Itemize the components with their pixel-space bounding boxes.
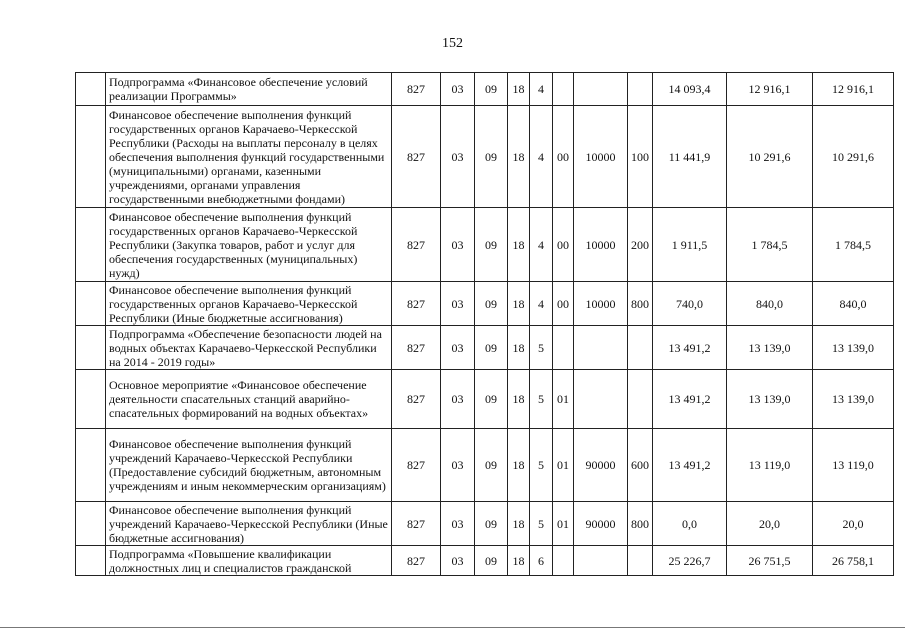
- row-amount-cell: 13 119,0: [727, 429, 813, 502]
- row-code-cell: 18: [508, 208, 530, 282]
- row-amount-cell: 840,0: [727, 282, 813, 326]
- row-code-cell: [628, 546, 653, 576]
- row-blank-cell: [76, 546, 106, 576]
- table-body: [76, 73, 894, 576]
- row-blank-cell: [76, 370, 106, 429]
- row-amount-cell: 25 226,7: [653, 546, 727, 576]
- row-code-cell: [574, 326, 628, 370]
- row-code-cell: 5: [530, 370, 553, 429]
- budget-table: [75, 72, 894, 576]
- row-blank-cell: [76, 429, 106, 502]
- row-amount-cell: 13 139,0: [813, 326, 894, 370]
- row-name-cell: Подпрограмма «Финансовое обеспечение условий реализации Программы»: [106, 73, 392, 106]
- row-amount-cell: 12 916,1: [727, 73, 813, 106]
- row-code-cell: 09: [475, 106, 508, 208]
- row-name-cell: Основное мероприятие «Финансовое обеспечение деятельности спасательных станций аварийно-спасательных формирований на водных объектах»: [106, 370, 392, 429]
- row-blank-cell: [76, 282, 106, 326]
- table-row: [76, 326, 894, 370]
- row-code-cell: 10000: [574, 106, 628, 208]
- row-code-cell: 10000: [574, 282, 628, 326]
- row-code-cell: 800: [628, 282, 653, 326]
- row-name-cell: Финансовое обеспечение выполнения функций государственных органов Карачаево-Черкесской Республики (Расходы на выплаты персоналу в целях обеспечения выполнения функций государственными (муниципальными) органами, казенными учреждениями, органами управления государственными внебюджетными фондами): [106, 106, 392, 208]
- row-code-cell: [628, 370, 653, 429]
- row-code-cell: 18: [508, 73, 530, 106]
- row-amount-cell: 14 093,4: [653, 73, 727, 106]
- row-amount-cell: 13 491,2: [653, 326, 727, 370]
- row-code-cell: 03: [441, 326, 475, 370]
- row-code-cell: 18: [508, 370, 530, 429]
- row-code-cell: 100: [628, 106, 653, 208]
- row-code-cell: 5: [530, 502, 553, 546]
- row-blank-cell: [76, 326, 106, 370]
- row-code-cell: 09: [475, 326, 508, 370]
- table-row: [76, 208, 894, 282]
- row-code-cell: 4: [530, 73, 553, 106]
- row-code-cell: 01: [553, 429, 574, 502]
- row-code-cell: 09: [475, 208, 508, 282]
- row-code-cell: 03: [441, 546, 475, 576]
- row-code-cell: [574, 73, 628, 106]
- row-code-cell: 00: [553, 106, 574, 208]
- row-amount-cell: 20,0: [727, 502, 813, 546]
- row-code-cell: 4: [530, 208, 553, 282]
- row-blank-cell: [76, 73, 106, 106]
- row-amount-cell: 20,0: [813, 502, 894, 546]
- table-row: [76, 370, 894, 429]
- row-code-cell: 03: [441, 429, 475, 502]
- row-code-cell: 03: [441, 502, 475, 546]
- row-code-cell: [574, 546, 628, 576]
- row-code-cell: 09: [475, 370, 508, 429]
- row-amount-cell: 740,0: [653, 282, 727, 326]
- row-code-cell: 827: [392, 429, 441, 502]
- row-code-cell: 01: [553, 370, 574, 429]
- table-row: [76, 106, 894, 208]
- row-amount-cell: 1 911,5: [653, 208, 727, 282]
- row-code-cell: 4: [530, 282, 553, 326]
- table-row: [76, 546, 894, 576]
- row-amount-cell: 13 491,2: [653, 429, 727, 502]
- row-code-cell: 200: [628, 208, 653, 282]
- row-code-cell: [628, 73, 653, 106]
- row-name-cell: Финансовое обеспечение выполнения функций учреждений Карачаево-Черкесской Республики (Предоставление субсидий бюджетным, автономным учреждениям и иным некоммерческим организациям): [106, 429, 392, 502]
- row-code-cell: 03: [441, 73, 475, 106]
- row-code-cell: 6: [530, 546, 553, 576]
- row-code-cell: 827: [392, 208, 441, 282]
- row-amount-cell: 13 491,2: [653, 370, 727, 429]
- row-amount-cell: 11 441,9: [653, 106, 727, 208]
- row-blank-cell: [76, 502, 106, 546]
- row-amount-cell: 1 784,5: [727, 208, 813, 282]
- row-code-cell: 09: [475, 546, 508, 576]
- row-code-cell: [553, 73, 574, 106]
- row-amount-cell: 13 139,0: [727, 326, 813, 370]
- row-name-cell: Подпрограмма «Повышение квалификации должностных лиц и специалистов гражданской: [106, 546, 392, 576]
- row-code-cell: [553, 546, 574, 576]
- row-code-cell: 5: [530, 429, 553, 502]
- row-code-cell: 90000: [574, 429, 628, 502]
- row-code-cell: 03: [441, 282, 475, 326]
- row-code-cell: 03: [441, 370, 475, 429]
- row-amount-cell: 26 751,5: [727, 546, 813, 576]
- row-amount-cell: 0,0: [653, 502, 727, 546]
- table-row: [76, 282, 894, 326]
- row-code-cell: 827: [392, 502, 441, 546]
- row-code-cell: 4: [530, 106, 553, 208]
- row-code-cell: 09: [475, 73, 508, 106]
- row-amount-cell: 10 291,6: [813, 106, 894, 208]
- row-name-cell: Финансовое обеспечение выполнения функций государственных органов Карачаево-Черкесской Республики (Иные бюджетные ассигнования): [106, 282, 392, 326]
- row-code-cell: 18: [508, 546, 530, 576]
- row-code-cell: [628, 326, 653, 370]
- row-code-cell: 5: [530, 326, 553, 370]
- row-code-cell: [553, 326, 574, 370]
- table-row: [76, 429, 894, 502]
- row-amount-cell: 10 291,6: [727, 106, 813, 208]
- row-code-cell: 827: [392, 73, 441, 106]
- row-code-cell: 18: [508, 282, 530, 326]
- row-name-cell: Подпрограмма «Обеспечение безопасности людей на водных объектах Карачаево-Черкесской Республики на 2014 - 2019 годы»: [106, 326, 392, 370]
- row-code-cell: 03: [441, 106, 475, 208]
- row-code-cell: 18: [508, 429, 530, 502]
- row-code-cell: 90000: [574, 502, 628, 546]
- row-code-cell: 00: [553, 208, 574, 282]
- row-code-cell: 827: [392, 106, 441, 208]
- row-name-cell: Финансовое обеспечение выполнения функций государственных органов Карачаево-Черкесской Республики (Закупка товаров, работ и услуг для обеспечения государственных (муниципальных) нужд): [106, 208, 392, 282]
- row-code-cell: 09: [475, 282, 508, 326]
- row-amount-cell: 13 139,0: [727, 370, 813, 429]
- row-code-cell: 600: [628, 429, 653, 502]
- row-amount-cell: 1 784,5: [813, 208, 894, 282]
- row-code-cell: 03: [441, 208, 475, 282]
- row-amount-cell: 13 119,0: [813, 429, 894, 502]
- row-name-cell: Финансовое обеспечение выполнения функций учреждений Карачаево-Черкесской Республики (Иные бюджетные ассигнования): [106, 502, 392, 546]
- row-code-cell: 827: [392, 370, 441, 429]
- table-row: [76, 73, 894, 106]
- row-blank-cell: [76, 106, 106, 208]
- table-row: [76, 502, 894, 546]
- row-code-cell: 09: [475, 429, 508, 502]
- row-code-cell: 800: [628, 502, 653, 546]
- row-amount-cell: 840,0: [813, 282, 894, 326]
- row-code-cell: 00: [553, 282, 574, 326]
- row-code-cell: 18: [508, 106, 530, 208]
- row-code-cell: [574, 370, 628, 429]
- bottom-rule: [0, 627, 905, 628]
- row-code-cell: 10000: [574, 208, 628, 282]
- row-code-cell: 18: [508, 326, 530, 370]
- row-code-cell: 01: [553, 502, 574, 546]
- row-amount-cell: 12 916,1: [813, 73, 894, 106]
- page-number: 152: [442, 36, 463, 51]
- row-amount-cell: 26 758,1: [813, 546, 894, 576]
- row-blank-cell: [76, 208, 106, 282]
- row-amount-cell: 13 139,0: [813, 370, 894, 429]
- row-code-cell: 827: [392, 282, 441, 326]
- row-code-cell: 18: [508, 502, 530, 546]
- row-code-cell: 827: [392, 546, 441, 576]
- row-code-cell: 827: [392, 326, 441, 370]
- row-code-cell: 09: [475, 502, 508, 546]
